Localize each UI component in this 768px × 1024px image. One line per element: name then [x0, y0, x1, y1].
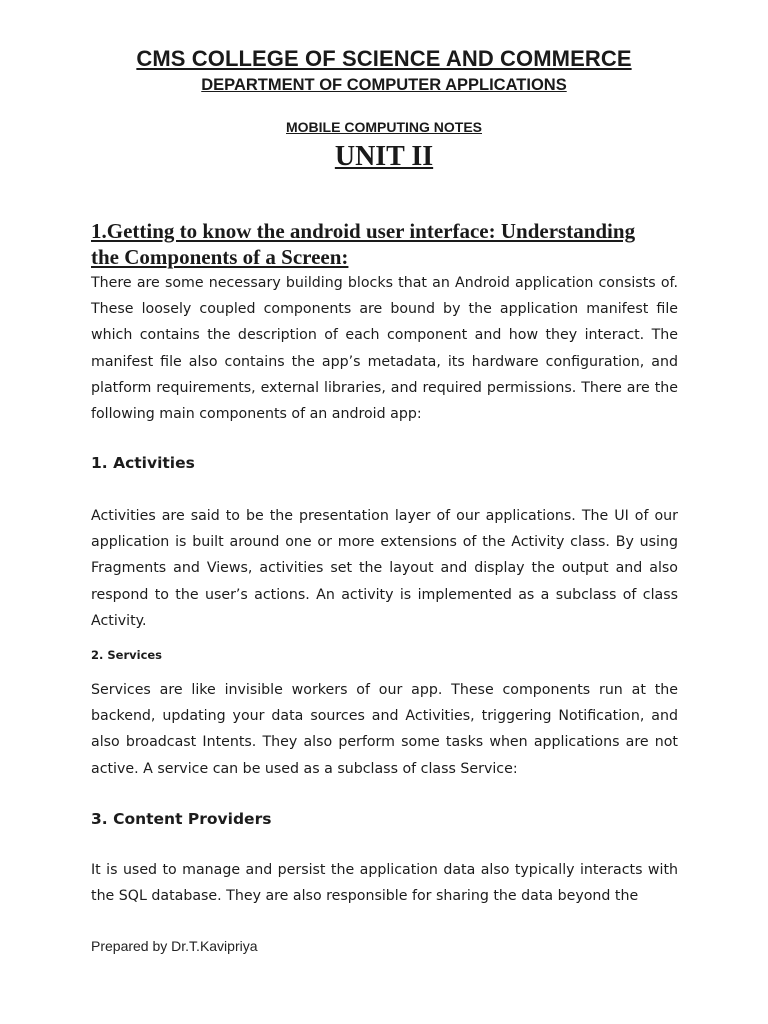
- section-heading-line2: the Components of a Screen:: [91, 245, 349, 269]
- services-heading: 2. Services: [91, 648, 163, 662]
- section-heading-line1: 1.Getting to know the android user interface: Understanding: [91, 219, 636, 243]
- activities-paragraph: Activities are said to be the presentation layer of our applications. The UI of our application is built around one or more extensions of the Activity class. By using Fragments and Views, activities set the layout and display the output and also respond to the user’s actions. An activity is implemented as a subclass of class Activity.: [91, 508, 678, 629]
- content-providers-heading: 3. Content Providers: [91, 810, 272, 828]
- college-title: CMS COLLEGE OF SCIENCE AND COMMERCE: [136, 46, 632, 71]
- intro-paragraph: There are some necessary building blocks that an Android application consists of. These loosely coupled components are bound by the application manifest file which contains the description of each component and how they interact. The manifest file also contains the app’s metadata, its hardware configuration, and platform requirements, external libraries, and required permissions. There are the following main components of an android app:: [91, 275, 678, 423]
- footer-prepared-by: Prepared by Dr.T.Kavipriya: [91, 938, 258, 954]
- section-heading: [91, 218, 679, 270]
- activities-heading: 1. Activities: [91, 454, 195, 472]
- notes-title: MOBILE COMPUTING NOTES: [286, 119, 482, 135]
- content-providers-paragraph: It is used to manage and persist the application data also typically interacts with the SQL database. They are also responsible for sharing the data beyond the: [91, 862, 678, 905]
- unit-title: UNIT II: [334, 141, 434, 172]
- services-paragraph: Services are like invisible workers of our app. These components run at the backend, updating your data sources and Activities, triggering Notification, and also broadcast Intents. They also perform some tasks when applications are not active. A service can be used as a subclass of class Service:: [91, 682, 678, 777]
- department-title: DEPARTMENT OF COMPUTER APPLICATIONS: [201, 76, 567, 94]
